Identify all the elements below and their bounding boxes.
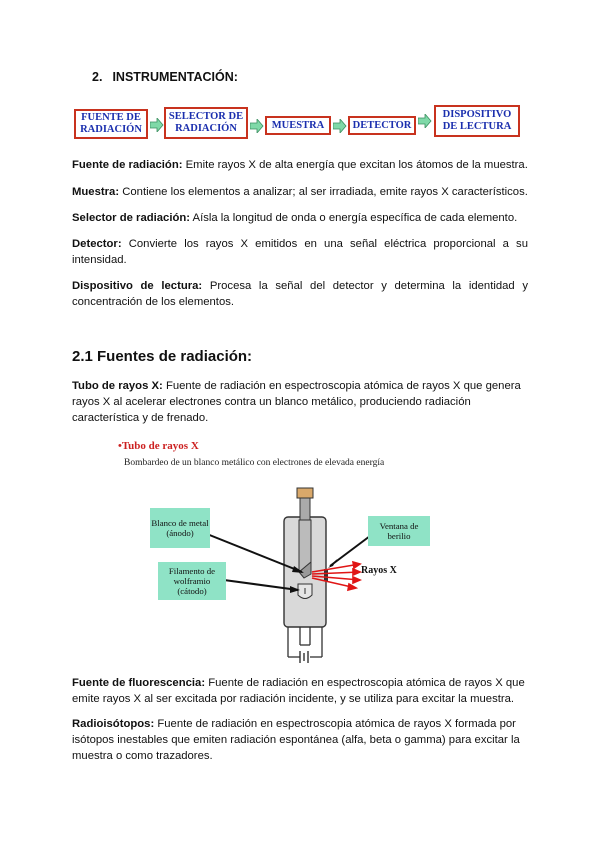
label-ventana: Ventana de berilio <box>368 516 430 546</box>
flow-arrow-icon <box>150 118 164 132</box>
label-blanco: Blanco de metal (ánodo) <box>150 508 210 548</box>
xray-tube-figure <box>110 432 430 667</box>
definition-text: Contiene los elementos a analizar; al ser irradiada, emite rayos X característicos. <box>119 186 528 198</box>
flow-box-muestra <box>265 116 331 135</box>
paragraph-term: Tubo de rayos X: <box>72 380 163 392</box>
paragraph-text: Fuente de radiación en espectroscopia atómica de rayos X formada por isótopos inestables que emiten radiación espontánea (alfa, beta o gamma) para excitar la muestra o como trazadores. <box>72 718 520 762</box>
definition-term: Detector: <box>72 238 122 250</box>
flow-box-selector-line2: RADIACIÓN <box>175 123 237 134</box>
flow-box-dispositivo-line1: DISPOSITIVO <box>442 109 512 120</box>
paragraph-radioisotopos <box>72 716 532 764</box>
definition-detector <box>72 236 528 268</box>
definition-text: Aísla la longitud de onda o energía específica de cada elemento. <box>190 212 518 224</box>
section-number: 2. <box>92 70 103 84</box>
section-title: INSTRUMENTACIÓN: <box>112 70 238 84</box>
label-rayos-x: Rayos X <box>361 565 397 576</box>
xray-tube-drawing <box>110 432 430 667</box>
flow-arrow-icon <box>333 119 347 133</box>
figure-title: •Tubo de rayos X <box>118 440 199 452</box>
subsection-title: 2.1 Fuentes de radiación: <box>72 348 253 365</box>
definition-text: Emite rayos X de alta energía que excitan los átomos de la muestra. <box>182 159 528 171</box>
figure-subtitle: Bombardeo de un blanco metálico con electrones de elevada energía <box>124 458 385 468</box>
section-heading <box>92 70 238 84</box>
paragraph-text: Fuente de radiación en espectroscopia atómica de rayos X que genera rayos X al acelerar electrones contra un blanco metálico, produciendo radiación característica y de frenado. <box>72 380 521 424</box>
definition-term: Muestra: <box>72 186 120 198</box>
flow-box-dispositivo <box>434 105 520 137</box>
flow-box-detector <box>348 116 416 135</box>
paragraph-fluorescencia <box>72 675 532 707</box>
flow-box-fuente-line1: FUENTE DE <box>81 112 141 123</box>
flow-box-muestra-label: MUESTRA <box>271 119 325 131</box>
flow-box-dispositivo-line2: DE LECTURA <box>442 121 512 132</box>
paragraph-term: Fuente de fluorescencia: <box>72 677 206 689</box>
definition-muestra <box>72 184 528 200</box>
instrument-flow-diagram <box>0 100 600 150</box>
definition-text: Convierte los rayos X emitidos en una señal eléctrica proporcional a su intensidad. <box>72 238 528 266</box>
flow-arrow-icon <box>418 114 432 128</box>
paragraph-term: Radioisótopos: <box>72 718 155 730</box>
definition-selector <box>72 210 528 226</box>
flow-arrow-icon <box>250 119 264 133</box>
definition-text: Procesa la señal del detector y determina la identidad y concentración de los elementos. <box>72 280 529 308</box>
label-filamento: Filamento de wolframio (cátodo) <box>158 562 226 600</box>
flow-box-selector <box>164 107 248 139</box>
definition-term: Fuente de radiación: <box>72 159 183 171</box>
paragraph-tubo <box>72 378 532 426</box>
definition-fuente <box>72 157 528 173</box>
flow-box-detector-label: DETECTOR <box>352 119 412 131</box>
definition-term: Dispositivo de lectura: <box>72 280 203 292</box>
flow-box-fuente-line2: RADIACIÓN <box>80 124 142 135</box>
paragraph-text: Fuente de radiación en espectroscopia atómica de rayos X que emite rayos X al ser excitada por radiación incidente, y se utiliza para excitar la muestra. <box>72 677 525 705</box>
flow-box-selector-line1: SELECTOR DE <box>168 111 244 122</box>
definition-dispositivo <box>72 278 528 310</box>
definition-term: Selector de radiación: <box>72 212 191 224</box>
flow-box-fuente <box>74 109 148 139</box>
